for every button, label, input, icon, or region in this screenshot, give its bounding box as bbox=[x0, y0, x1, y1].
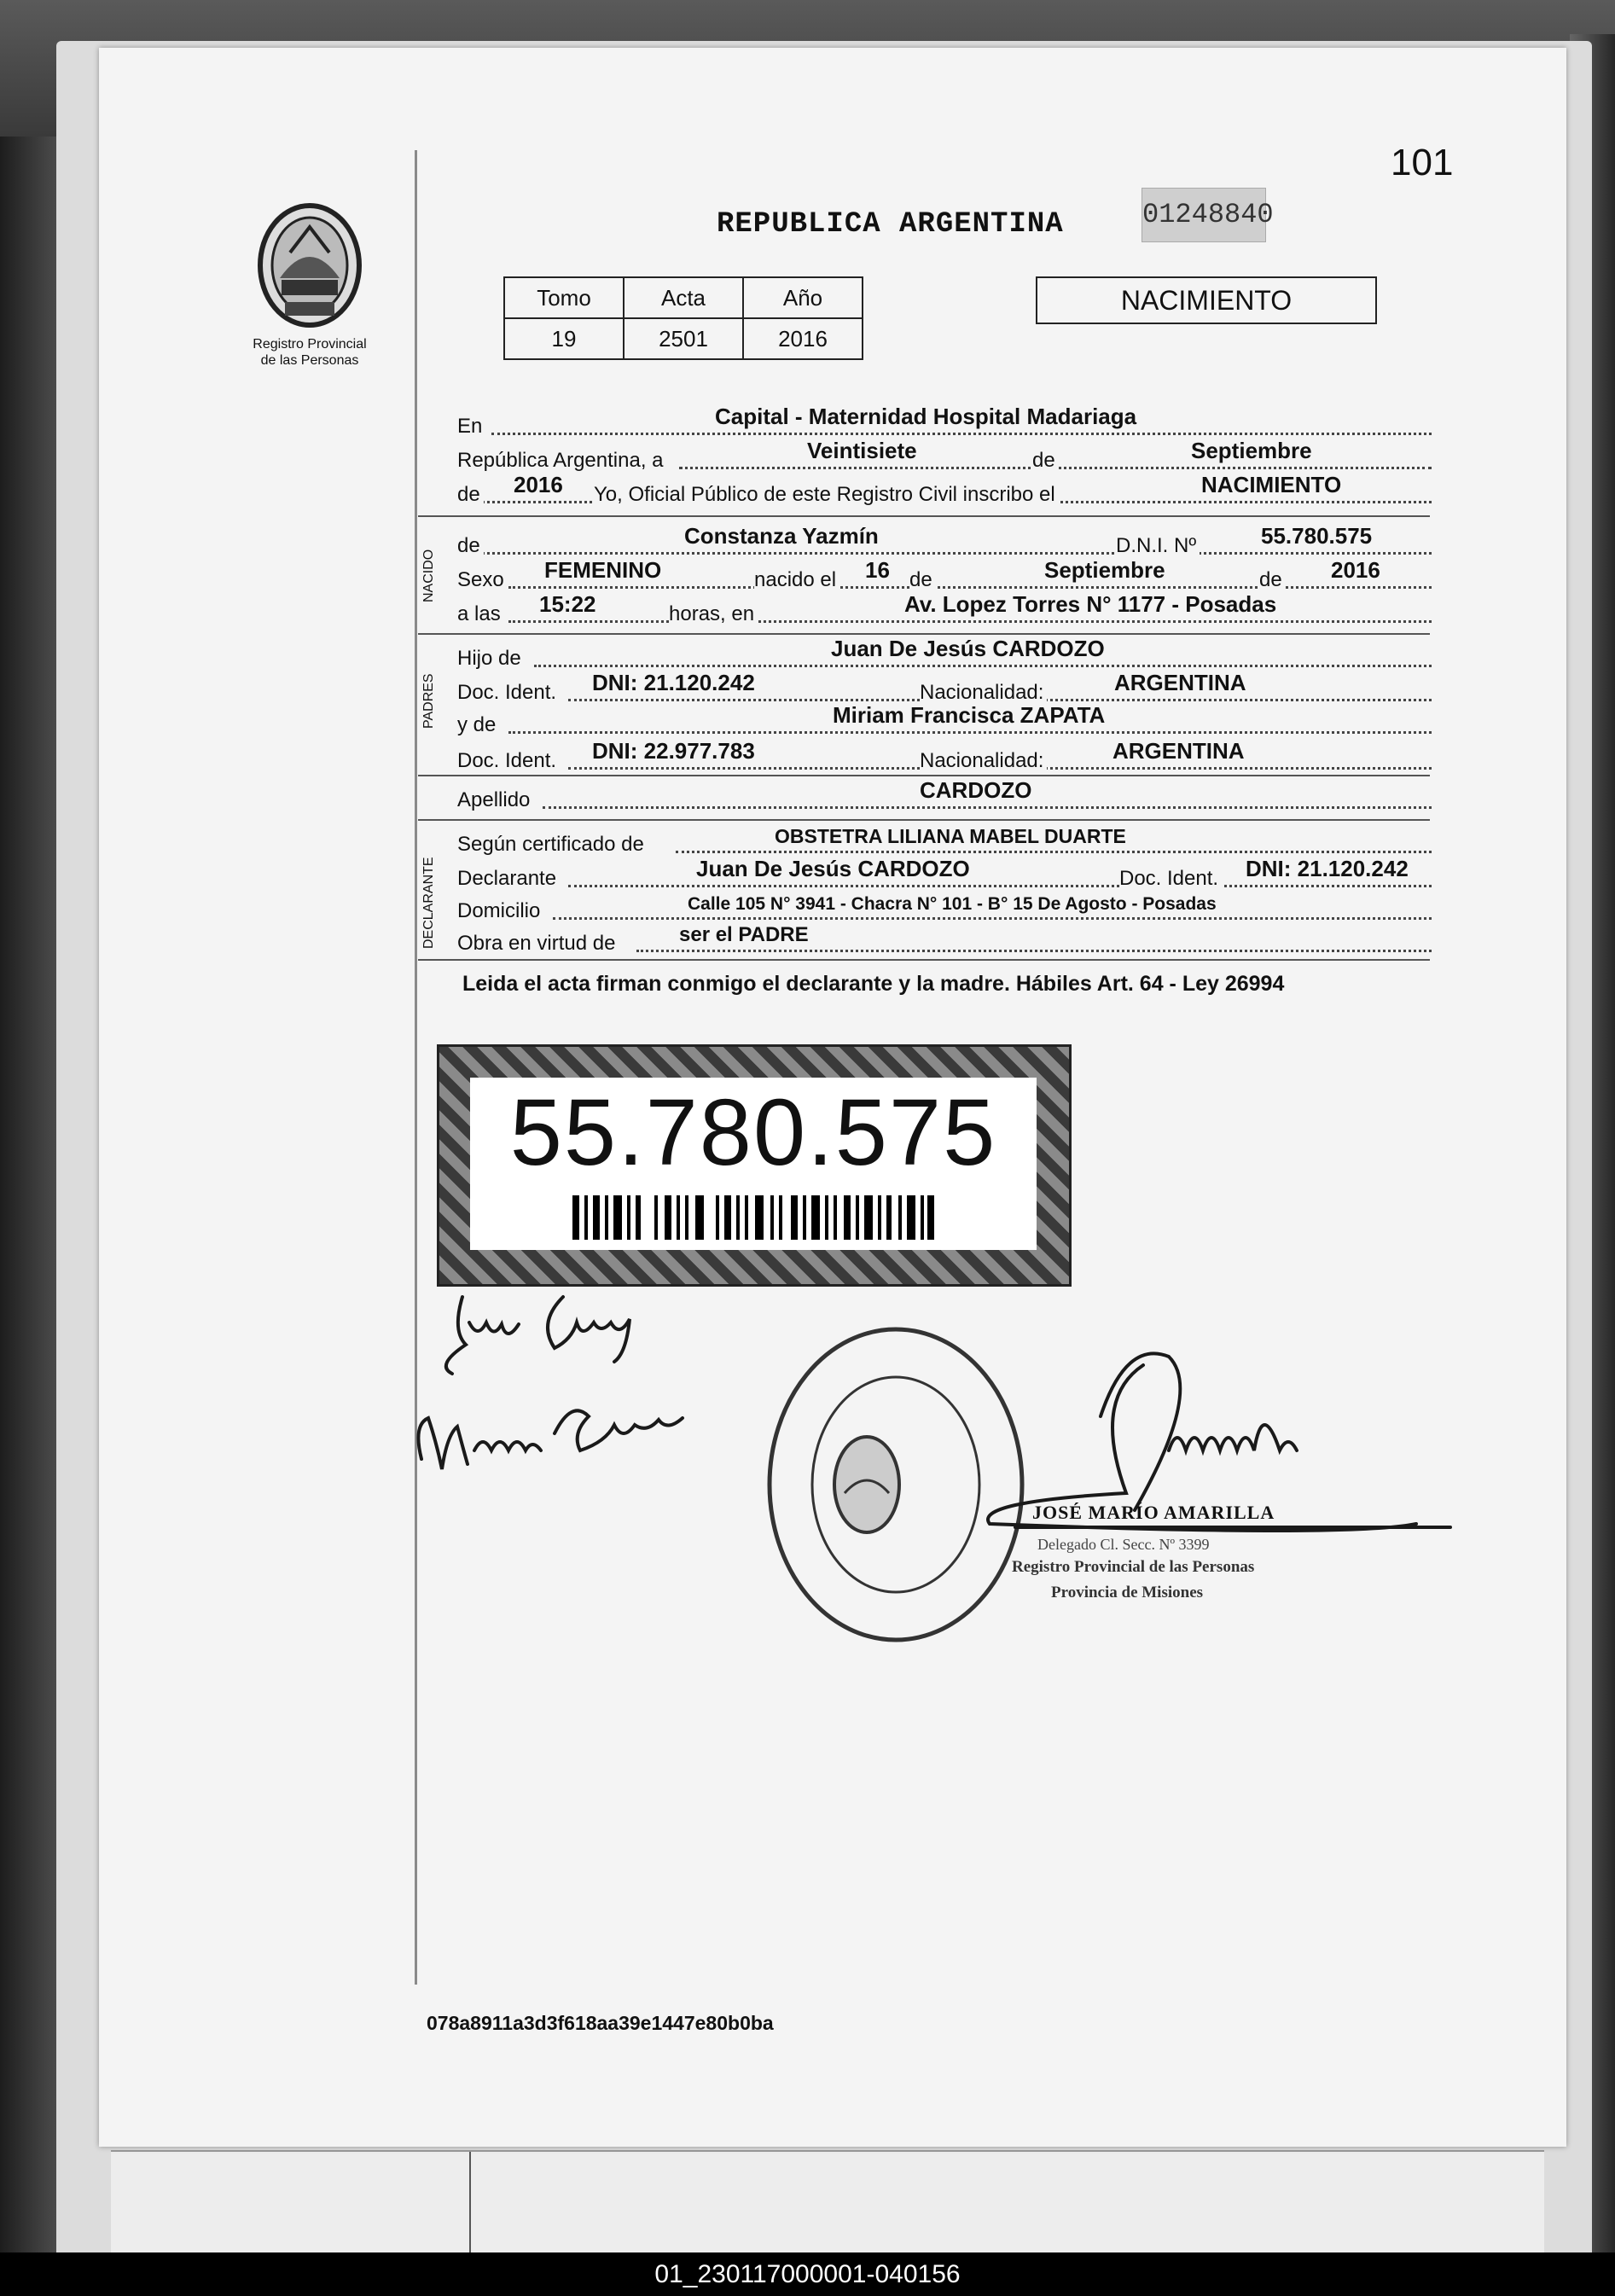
value-padre-nacionalidad: ARGENTINA bbox=[1114, 670, 1246, 695]
field-row-madre-doc bbox=[457, 738, 1432, 773]
value-lugar-nacimiento: Av. Lopez Torres N° 1177 - Posadas bbox=[904, 591, 1277, 617]
label-sexo: Sexo bbox=[457, 568, 508, 592]
margin-line bbox=[415, 150, 417, 1985]
value-sexo: FEMENINO bbox=[544, 557, 662, 583]
official-province: Provincia de Misiones bbox=[1051, 1584, 1204, 1601]
label-nacido-de2: de bbox=[1259, 568, 1286, 592]
value-hora: 15:22 bbox=[539, 591, 596, 617]
dni-sticker-label bbox=[470, 1078, 1037, 1250]
label-republica: República Argentina, a bbox=[457, 449, 667, 473]
footer-id: 01_230117000001-040156 bbox=[654, 2260, 961, 2288]
serial-number: 01248840 bbox=[1142, 188, 1266, 242]
value-padre: Juan De Jesús CARDOZO bbox=[831, 636, 1105, 661]
table-header-tomo: Tomo bbox=[504, 277, 624, 318]
registry-seal bbox=[770, 1329, 1022, 1640]
field-row-nombre bbox=[457, 523, 1432, 558]
official-name: JOSÉ MARÍO AMARILLA bbox=[1032, 1502, 1275, 1523]
side-label-nacido: NACIDO bbox=[421, 549, 436, 602]
field-row-padre bbox=[457, 638, 1432, 671]
side-label-declarante: DECLARANTE bbox=[421, 857, 436, 949]
field-row-padre-doc bbox=[457, 672, 1432, 705]
barcode-icon bbox=[572, 1195, 934, 1240]
registry-caption-line2: de las Personas bbox=[260, 353, 359, 368]
document-title: REPUBLICA ARGENTINA bbox=[717, 208, 1064, 241]
footer-bar bbox=[0, 2252, 1615, 2296]
page-number: 101 bbox=[1391, 142, 1454, 183]
label-y-de: y de bbox=[457, 713, 499, 737]
value-domicilio: Calle 105 N° 3941 - Chacra N° 101 - B° 15 De Agosto - Posadas bbox=[688, 894, 1217, 914]
value-nacido-anio: 2016 bbox=[1331, 557, 1380, 583]
official-title: Delegado Cl. Secc. Nº 3399 bbox=[1037, 1536, 1210, 1553]
table-header-acta: Acta bbox=[624, 277, 743, 318]
table-header-anio: Año bbox=[743, 277, 863, 318]
field-row-sexo bbox=[457, 557, 1432, 592]
label-hijo-de: Hijo de bbox=[457, 647, 525, 671]
label-nacido-de: de bbox=[909, 568, 936, 592]
value-declarante: Juan De Jesús CARDOZO bbox=[696, 856, 970, 881]
label-horas-en: horas, en bbox=[669, 602, 758, 626]
label-a-las: a las bbox=[457, 602, 504, 626]
value-dni: 55.780.575 bbox=[1261, 523, 1373, 549]
record-table bbox=[503, 276, 863, 360]
value-certificado: OBSTETRA LILIANA MABEL DUARTE bbox=[775, 825, 1126, 847]
field-row-obra bbox=[457, 923, 1432, 956]
record-type-box: NACIMIENTO bbox=[1036, 276, 1377, 324]
label-dni: D.N.I. Nº bbox=[1116, 534, 1200, 558]
registry-caption-line1: Registro Provincial bbox=[253, 337, 367, 352]
label-domicilio: Domicilio bbox=[457, 899, 543, 923]
table-value-anio: 2016 bbox=[743, 318, 863, 359]
official-registry: Registro Provincial de las Personas bbox=[1012, 1558, 1255, 1576]
section-divider bbox=[418, 633, 1430, 635]
value-padre-doc: DNI: 21.120.242 bbox=[592, 670, 755, 695]
section-divider bbox=[418, 515, 1430, 517]
value-lugar-inscripcion: Capital - Maternidad Hospital Madariaga bbox=[715, 404, 1137, 429]
label-obra: Obra en virtud de bbox=[457, 932, 619, 956]
field-row-certificado bbox=[457, 824, 1432, 857]
label-doc-ident-2: Doc. Ident. bbox=[457, 749, 560, 773]
label-en: En bbox=[457, 415, 485, 439]
section-divider bbox=[418, 959, 1430, 961]
signatures-and-seal bbox=[401, 1280, 1476, 1664]
value-nacido-mes: Septiembre bbox=[1044, 557, 1165, 583]
value-madre: Miriam Francisca ZAPATA bbox=[833, 702, 1106, 728]
value-madre-nacionalidad: ARGENTINA bbox=[1112, 738, 1245, 764]
value-inscribo: NACIMIENTO bbox=[1201, 472, 1342, 497]
section-divider bbox=[418, 819, 1430, 821]
label-segun-certificado: Según certificado de bbox=[457, 833, 648, 857]
field-row-domicilio bbox=[457, 891, 1432, 923]
registry-caption bbox=[220, 336, 399, 369]
value-madre-doc: DNI: 22.977.783 bbox=[592, 738, 755, 764]
label-de-mes: de bbox=[1032, 449, 1059, 473]
field-row-madre bbox=[457, 702, 1432, 737]
field-row-declarante bbox=[457, 858, 1432, 891]
value-decl-doc: DNI: 21.120.242 bbox=[1246, 856, 1409, 881]
field-row-hora bbox=[457, 591, 1432, 626]
label-doc-ident: Doc. Ident. bbox=[457, 681, 560, 705]
table-value-tomo: 19 bbox=[504, 318, 624, 359]
provincial-crest-icon bbox=[256, 201, 363, 329]
value-nombre: Constanza Yazmín bbox=[684, 523, 879, 549]
label-oficial: Yo, Oficial Público de este Registro Civil inscribo el bbox=[594, 483, 1059, 507]
section-divider bbox=[418, 775, 1430, 776]
label-decl-doc: Doc. Ident. bbox=[1119, 867, 1222, 891]
document-hash: 078a8911a3d3f618aa39e1447e80b0ba bbox=[427, 2012, 774, 2034]
field-row-lugar bbox=[457, 406, 1432, 439]
value-anio: 2016 bbox=[514, 472, 563, 497]
value-nacido-dia: 16 bbox=[865, 557, 890, 583]
label-nacionalidad: Nacionalidad: bbox=[920, 681, 1047, 705]
closing-text: Leida el acta firman conmigo el declarante y la madre. Hábiles Art. 64 - Ley 26994 bbox=[462, 972, 1285, 996]
side-label-padres: PADRES bbox=[421, 673, 436, 729]
label-declarante: Declarante bbox=[457, 867, 560, 891]
label-nacido-el: nacido el bbox=[754, 568, 839, 592]
value-obra: ser el PADRE bbox=[679, 923, 809, 946]
field-row-inscripcion bbox=[457, 474, 1432, 507]
table-value-acta: 2501 bbox=[624, 318, 743, 359]
folder-bottom-panel bbox=[111, 2150, 1544, 2254]
value-apellido: CARDOZO bbox=[920, 777, 1032, 803]
signature-juan bbox=[446, 1297, 630, 1374]
label-de-anio: de bbox=[457, 483, 484, 507]
sticker-number: 55.780.575 bbox=[509, 1080, 997, 1185]
label-nombre: de bbox=[457, 534, 484, 558]
field-row-apellido bbox=[457, 777, 1432, 812]
label-apellido: Apellido bbox=[457, 788, 533, 812]
dni-sticker bbox=[437, 1044, 1072, 1287]
value-mes: Septiembre bbox=[1191, 438, 1312, 463]
field-row-fecha bbox=[457, 440, 1432, 473]
signature-miriam bbox=[418, 1410, 683, 1469]
value-dia: Veintisiete bbox=[807, 438, 917, 463]
label-nacionalidad-2: Nacionalidad: bbox=[920, 749, 1047, 773]
